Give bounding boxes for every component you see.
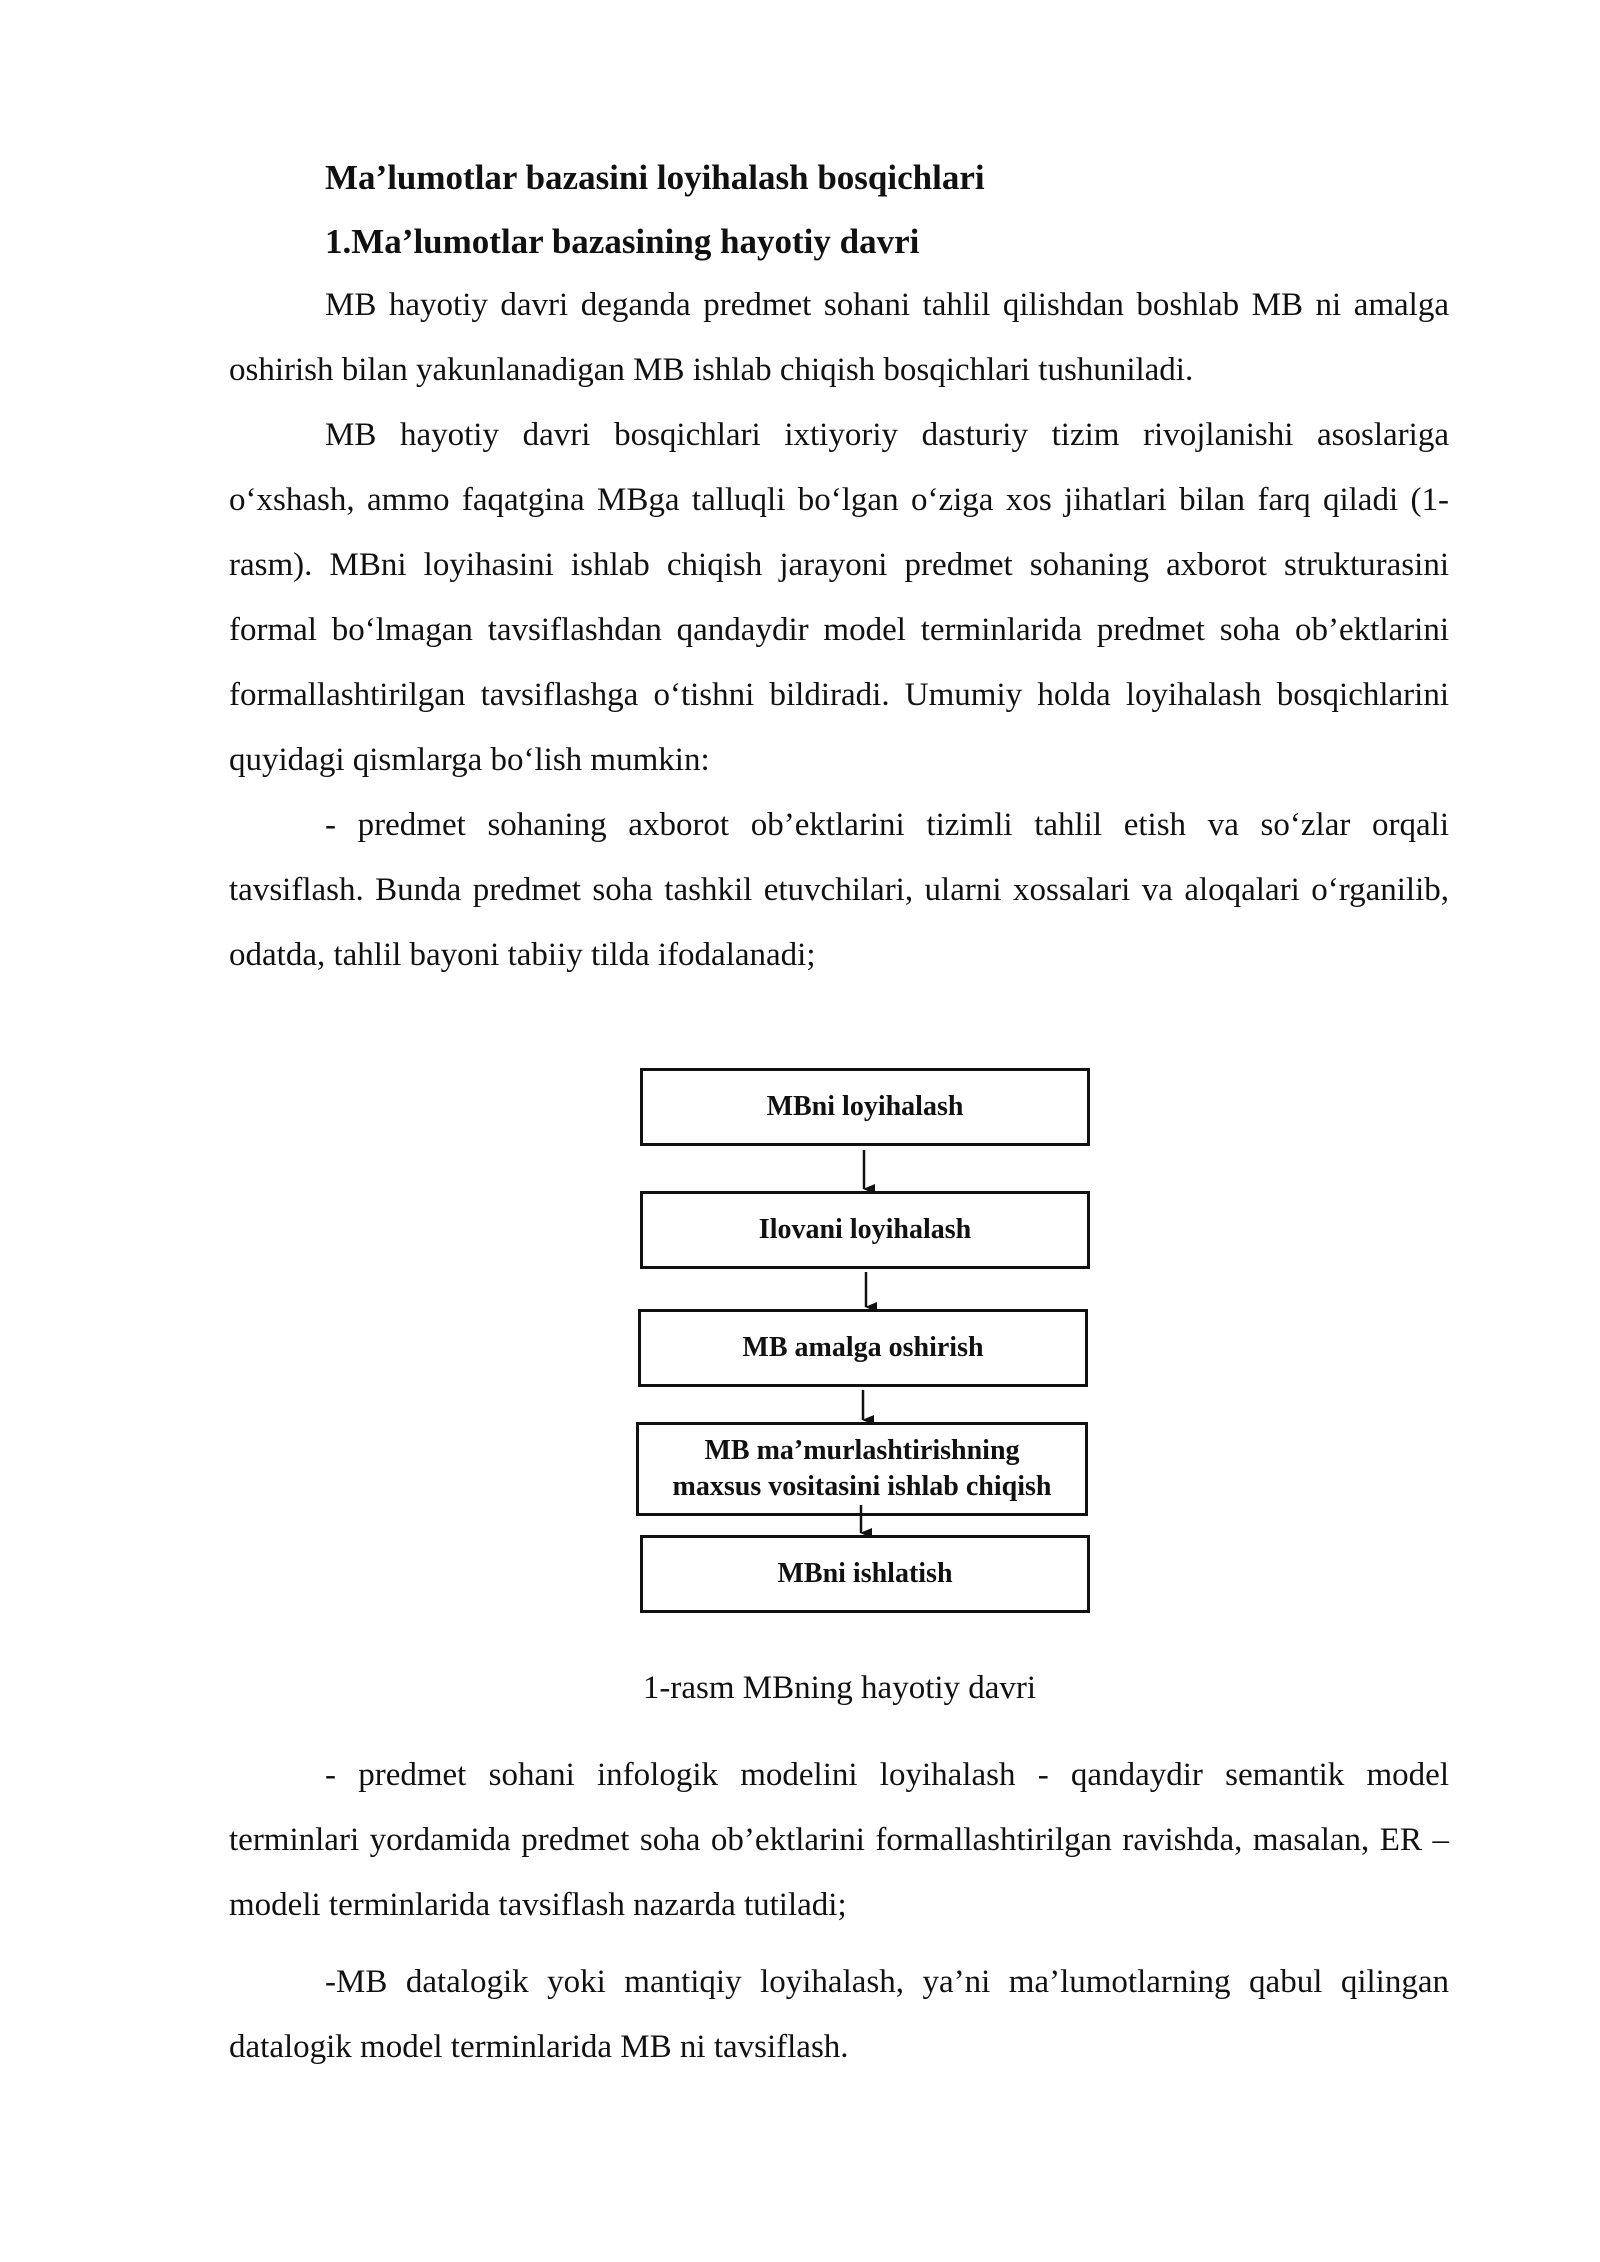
flow-step-4-label-line1: MB ma’murlashtirishning — [704, 1435, 1020, 1466]
paragraph-4: - predmet sohani infologik modelini loyihalash - qandaydir semantik model terminlari yordamida predmet soha ob’ektlarini formallashtirilgan ravishda, masalan, ER – modeli terminlarida tavsiflash nazarda tutiladi; — [229, 1757, 1449, 1923]
body-text-bottom — [229, 1743, 1449, 2080]
flow-step-2 — [640, 1191, 1090, 1269]
flow-step-1-label: MBni loyihalash — [766, 1091, 964, 1122]
subsection-title: 1.Ma’lumotlar bazasining hayotiy davri — [325, 222, 920, 261]
flow-step-3 — [638, 1309, 1088, 1387]
paragraph-1: MB hayotiy davri deganda predmet sohani tahlil qilishdan boshlab MB ni amalga oshirish bilan yakunlanadigan MB ishlab chiqish bosqichlari tushuniladi. — [229, 287, 1449, 388]
flow-step-2-label: Ilovani loyihalash — [758, 1214, 972, 1245]
flow-step-4-label-line2: maxsus vositasini ishlab chiqish — [672, 1471, 1052, 1502]
paragraph-3: - predmet sohaning axborot ob’ektlarini tizimli tahlil etish va so‘zlar orqali tavsiflash. Bunda predmet soha tashkil etuvchilari, ularni xossalari va aloqalari o‘rganilib, odatda, tahlil bayoni tabiiy tilda ifodalanadi; — [229, 807, 1449, 973]
flow-step-1 — [640, 1068, 1090, 1146]
flow-step-5-label: MBni ishlatish — [777, 1558, 953, 1589]
body-text-top — [229, 273, 1449, 988]
section-title: Ma’lumotlar bazasini loyihalash bosqichlari — [325, 158, 985, 197]
flow-step-3-label: MB amalga oshirish — [742, 1332, 984, 1363]
figure-caption: 1-rasm MBning hayotiy davri — [642, 1670, 1037, 1706]
flow-step-5 — [640, 1535, 1090, 1613]
paragraph-2: MB hayotiy davri bosqichlari ixtiyoriy dasturiy tizim rivojlanishi asoslariga o‘xshash, ammo faqatgina MBga talluqli bo‘lgan o‘ziga xos jihatlari bilan farq qiladi (1-rasm). MBni loyihasini ishlab chiqish jarayoni predmet sohaning axborot strukturasini formal bo‘lmagan tavsiflashdan qandaydir model terminlarida predmet soha ob’ektlarini formallashtirilgan tavsiflashga o‘tishni bildiradi. Umumiy holda loyihalash bosqichlarini quyidagi qismlarga bo‘lish mumkin: — [229, 417, 1449, 778]
flow-step-4 — [636, 1422, 1088, 1516]
paragraph-5: -MB datalogik yoki mantiqiy loyihalash, ya’ni ma’lumotlarning qabul qilingan datalogik model terminlarida MB ni tavsiflash. — [229, 1964, 1449, 2065]
